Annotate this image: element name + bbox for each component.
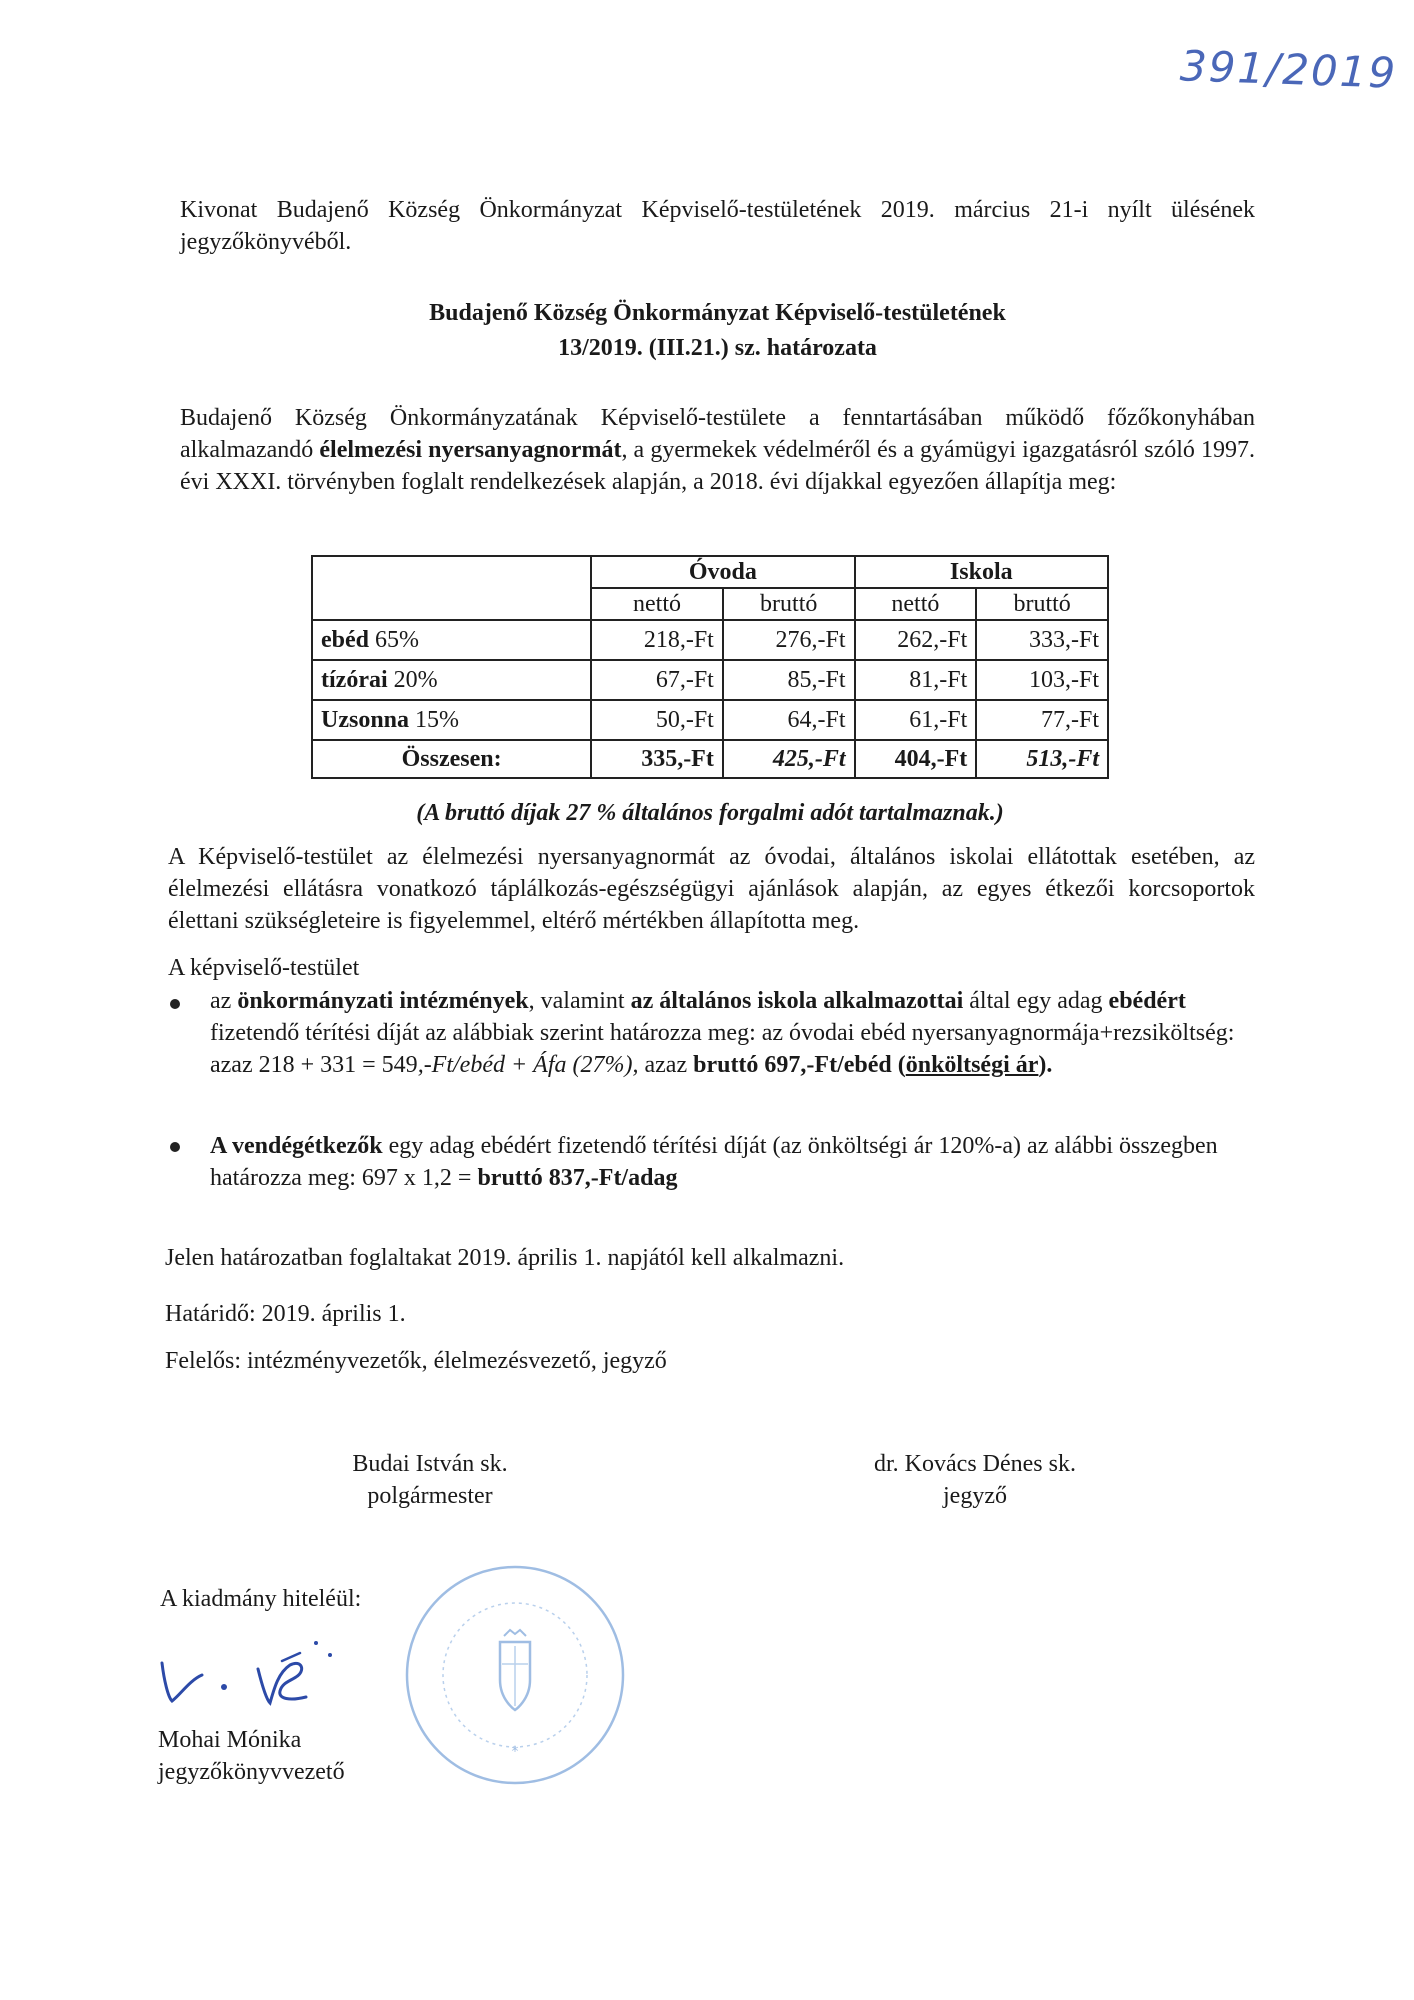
table-cell: 218,-Ft <box>591 620 723 660</box>
table-cell: 50,-Ft <box>591 700 723 740</box>
table-row <box>312 620 1108 660</box>
signature-block-notary <box>840 1448 1110 1512</box>
column-group-iskola: Iskola <box>855 556 1108 588</box>
clerk-name: Mohai Mónika <box>158 1727 302 1753</box>
bullet-icon <box>168 997 182 1011</box>
handwritten-signature <box>150 1625 360 1715</box>
intro-text-bold: élelmezési nyersanyagnormát <box>319 437 622 463</box>
table-cell: 77,-Ft <box>976 700 1108 740</box>
total-cell: 425,-Ft <box>723 740 855 778</box>
row-label <box>312 700 591 740</box>
table-cell: 61,-Ft <box>855 700 977 740</box>
text-bold: önkormányzati intézmények <box>237 988 529 1014</box>
total-cell: 404,-Ft <box>855 740 977 778</box>
text-bold: bruttó 837,-Ft/adag <box>477 1165 678 1191</box>
row-label-bold: tízórai <box>321 666 388 693</box>
signature-block-mayor <box>295 1448 565 1512</box>
text: az <box>210 988 238 1014</box>
text-bold-underlined: önköltségi ár <box>905 1052 1039 1078</box>
column-header: nettó <box>591 588 723 620</box>
handwritten-reference-number: 391/2019 <box>1179 41 1398 98</box>
text: által egy adag <box>963 988 1109 1014</box>
total-label: Összesen: <box>312 740 591 778</box>
intro-text-1: Budajenő Község Önkormányzatának Képviselő-testülete a fenntartásában működő főzőkonyhában alkalmazandó <box>180 405 1255 463</box>
table-total-row <box>312 740 1108 778</box>
bullet-icon <box>168 1140 182 1154</box>
clerk-title: jegyzőkönyvvezető <box>158 1759 345 1785</box>
deadline-line: Határidő: 2019. április 1. <box>165 1301 406 1327</box>
vat-note: (A bruttó díjak 27 % általános forgalmi adót tartalmaznak.) <box>416 800 1004 826</box>
text: fizetendő térítési díját az alábbiak szerint határozza meg: az óvodai ebéd nyersanyagnormája+rezsiköltség: azaz 218 + 331 = 549 <box>210 1020 1235 1078</box>
signer-name: dr. Kovács Dénes sk. <box>874 1451 1076 1477</box>
council-label: A képviselő-testület <box>168 955 360 981</box>
text-bold: az általános iskola alkalmazottai <box>630 988 964 1014</box>
table-cell: 64,-Ft <box>723 700 855 740</box>
svg-text:*: * <box>511 1744 519 1760</box>
text-bold: A vendégétkezők <box>210 1133 383 1159</box>
table-cell: 103,-Ft <box>976 660 1108 700</box>
signer-title: polgármester <box>367 1483 493 1509</box>
table-row <box>312 700 1108 740</box>
intro-text-2: , a gyermekek védelméről és a gyámügyi igazgatásról szóló 1997. évi XXXI. törvényben foglalt rendelkezések alapján, a 2018. évi díjakkal egyezően állapítja meg: <box>180 437 1255 495</box>
table-cell: 85,-Ft <box>723 660 855 700</box>
column-header: nettó <box>855 588 977 620</box>
signer-title: jegyző <box>943 1483 1007 1509</box>
text-bold: bruttó 697,-Ft/ebéd ( <box>693 1052 906 1078</box>
table-row <box>312 660 1108 700</box>
responsible-line: Felelős: intézményvezetők, élelmezésvezető, jegyző <box>165 1348 667 1374</box>
row-label-percent: 15% <box>409 706 460 733</box>
meal-fee-table <box>311 555 1109 779</box>
text: , valamint <box>528 988 631 1014</box>
official-round-stamp <box>400 1560 630 1790</box>
signer-name: Budai István sk. <box>352 1451 508 1477</box>
nutrition-paragraph: A Képviselő-testület az élelmezési nyersanyagnormát az óvodai, általános iskolai ellátottak esetében, az élelmezési ellátásra vonatkozó táplálkozás-egészségügyi ajánlások alapján, az egyes étkezői korcsoportok élettani szükségleteire is figyelemmel, eltérő mértékben állapította meg. <box>168 844 1255 934</box>
text: egy adag ebédért fizetendő térítési díját (az önköltségi ár 120%-a) az alábbi összegben határozza meg: 697 x 1,2 = <box>210 1133 1218 1191</box>
table-cell: 262,-Ft <box>855 620 977 660</box>
column-group-ovoda: Óvoda <box>591 556 854 588</box>
text-bold: ebédért <box>1108 988 1186 1014</box>
row-label <box>312 660 591 700</box>
text: azaz <box>638 1052 694 1078</box>
text-bold: ). <box>1038 1052 1053 1078</box>
table-cell: 333,-Ft <box>976 620 1108 660</box>
table-cell: 276,-Ft <box>723 620 855 660</box>
column-header: bruttó <box>976 588 1108 620</box>
bullet-item-guest-lunch <box>210 1130 1260 1194</box>
table-cell: 67,-Ft <box>591 660 723 700</box>
row-label <box>312 620 591 660</box>
row-label-percent: 20% <box>387 666 438 693</box>
total-cell: 513,-Ft <box>976 740 1108 778</box>
effective-date-line: Jelen határozatban foglaltakat 2019. április 1. napjától kell alkalmazni. <box>165 1245 845 1271</box>
resolution-title <box>180 296 1255 366</box>
table-group-header-row <box>312 556 1108 588</box>
row-label-percent: 65% <box>369 626 419 653</box>
row-label-bold: Uzsonna <box>321 706 410 733</box>
resolution-title-line1: Budajenő Község Önkormányzat Képviselő-testületének <box>429 300 1006 326</box>
total-cell: 335,-Ft <box>591 740 723 778</box>
intro-paragraph <box>180 402 1255 498</box>
table-corner-cell <box>312 556 591 620</box>
clerk-block <box>158 1724 345 1788</box>
text-italic: ,-Ft/ebéd + Áfa (27%), <box>417 1052 639 1078</box>
bullet-item-staff-lunch <box>210 985 1260 1081</box>
table-cell: 81,-Ft <box>855 660 977 700</box>
column-header: bruttó <box>723 588 855 620</box>
document-heading: Kivonat Budajenő Község Önkormányzat Képviselő-testületének 2019. március 21-i nyílt ülésének jegyzőkönyvéből. <box>180 197 1255 255</box>
resolution-title-line2: 13/2019. (III.21.) sz. határozata <box>558 335 877 361</box>
row-label-bold: ebéd <box>321 626 369 653</box>
authentication-label: A kiadmány hiteléül: <box>160 1586 362 1612</box>
